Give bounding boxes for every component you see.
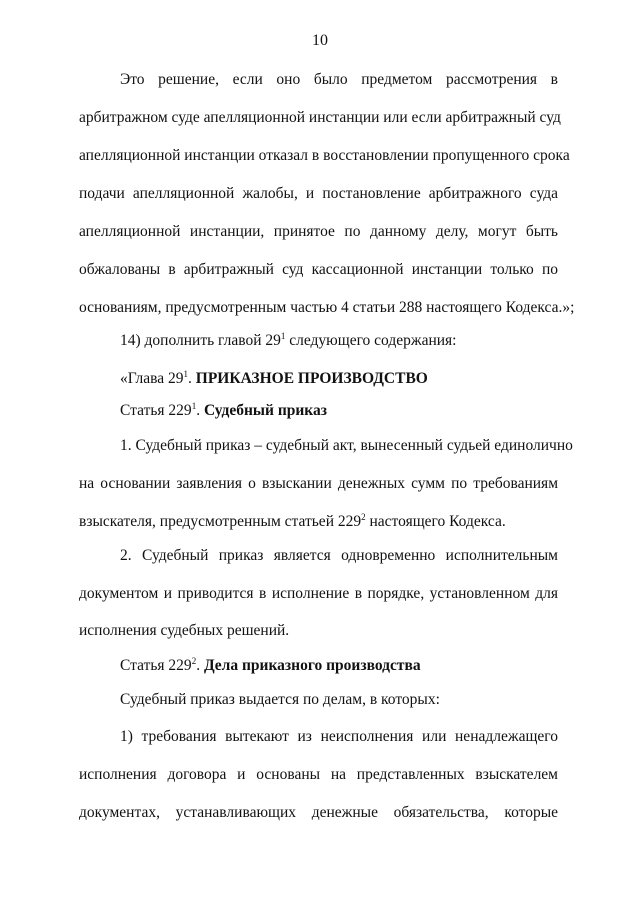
paragraph-1-line-3: апелляционной инстанции отказал в восстановлении пропущенного срока — [79, 147, 570, 164]
article-2-separator: . — [196, 657, 204, 674]
paragraph-6-line-1: 1) требования вытекают из неисполнения или ненадлежащего — [120, 728, 558, 745]
article-1-separator: . — [196, 402, 204, 419]
amendment-text-pre: 14) дополнить главой 29 — [120, 332, 281, 349]
paragraph-1-line-5: апелляционной инстанции, принятое по данному делу, могут быть — [79, 223, 558, 240]
chapter-heading — [120, 369, 558, 389]
paragraph-1-line-2: арбитражном суде апелляционной инстанции или если арбитражный суд — [79, 109, 561, 126]
amendment-superscript: 1 — [280, 331, 286, 341]
article-2-superscript: 2 — [191, 656, 197, 666]
paragraph-3-text-pre: взыскателя, предусмотренным статьей 229 — [79, 513, 362, 530]
paragraph-3-line-3 — [79, 512, 558, 532]
paragraph-3-line-2: на основании заявления о взыскании денежных сумм по требованиям — [79, 475, 558, 492]
paragraph-6-line-2: исполнения договора и основаны на представленных взыскателем — [79, 766, 558, 783]
paragraph-1-line-4: подачи апелляционной жалобы, и постановление арбитражного суда — [79, 185, 558, 202]
article-1-superscript: 1 — [191, 401, 197, 411]
paragraph-4-line-1: 2. Судебный приказ является одновременно исполнительным — [120, 547, 558, 564]
article-1-title: Судебный приказ — [203, 402, 327, 419]
chapter-title: ПРИКАЗНОЕ ПРОИЗВОДСТВО — [195, 370, 428, 387]
paragraph-6-line-3: документах, устанавливающих денежные обязательства, которые — [79, 804, 558, 821]
chapter-label: «Глава 29 — [120, 370, 184, 387]
paragraph-3-line-1: 1. Судебный приказ – судебный акт, вынесенный судьей единолично — [120, 437, 573, 454]
article-heading-2 — [120, 656, 558, 676]
paragraph-4-line-3: исполнения судебных решений. — [79, 622, 290, 639]
article-1-label: Статья 229 — [120, 402, 192, 419]
paragraph-3-superscript: 2 — [361, 512, 366, 522]
chapter-separator: . — [188, 370, 196, 387]
article-2-label: Статья 229 — [120, 657, 192, 674]
paragraph-4-line-2: документом и приводится в исполнение в порядке, установленном для — [79, 585, 558, 602]
paragraph-3-text-post: настоящего Кодекса. — [365, 513, 506, 530]
article-heading-1 — [120, 401, 558, 421]
page-number: 10 — [312, 32, 328, 49]
paragraph-1-line-7: основаниям, предусмотренным частью 4 статьи 288 настоящего Кодекса.»; — [79, 299, 575, 316]
article-2-title: Дела приказного производства — [203, 657, 421, 674]
amendment-item-14 — [120, 331, 558, 351]
paragraph-5: Судебный приказ выдается по делам, в которых: — [120, 691, 440, 708]
chapter-superscript: 1 — [183, 369, 189, 379]
paragraph-1-line-6: обжалованы в арбитражный суд кассационной инстанции только по — [79, 261, 558, 278]
amendment-text-post: следующего содержания: — [285, 332, 457, 349]
paragraph-1-line-1: Это решение, если оно было предметом рассмотрения в — [120, 71, 558, 88]
